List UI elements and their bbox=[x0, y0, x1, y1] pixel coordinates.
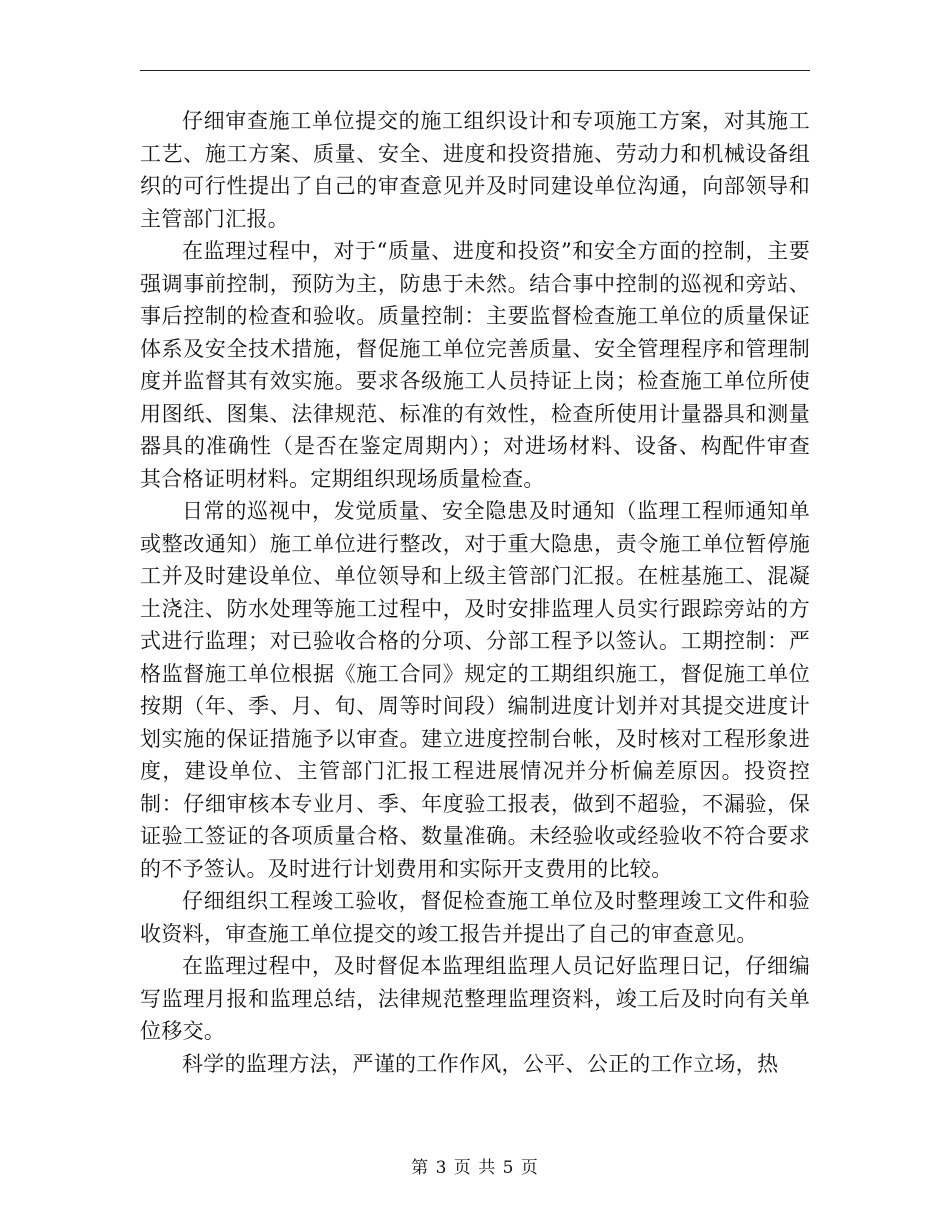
paragraph: 日常的巡视中，发觉质量、安全隐患及时通知（监理工程师通知单或整改通知）施工单位进行整改，对于重大隐患，责令施工单位暂停施工并及时建设单位、单位领导和上级主管部门汇报。在桩基施工、混凝土浇注、防水处理等施工过程中，及时安排监理人员实行跟踪旁站的方式进行监理；对已验收合格的分项、分部工程予以签认。工期控制：严格监督施工单位根据《施工合同》规定的工期组织施工，督促施工单位按期（年、季、月、旬、周等时间段）编制进度计划并对其提交进度计划实施的保证措施予以审查。建立进度控制台帐，及时核对工程形象进度，建设单位、主管部门汇报工程进展情况并分析偏差原因。投资控制：仔细审核本专业月、季、年度验工报表，做到不超验，不漏验，保证验工签证的各项质量合格、数量准确。未经验收或经验收不符合要求的不予签认。及时进行计划费用和实际开支费用的比较。 bbox=[140, 499, 810, 881]
paragraph: 在监理过程中，及时督促本监理组监理人员记好监理日记，仔细编写监理月报和监理总结，法律规范整理监理资料，竣工后及时向有关单位移交。 bbox=[140, 954, 810, 1043]
header-rule bbox=[140, 70, 810, 71]
paragraph: 科学的监理方法，严谨的工作作风，公平、公正的工作立场，热 bbox=[182, 1051, 779, 1076]
body-text bbox=[140, 105, 810, 1080]
paragraph: 在监理过程中，对于“质量、进度和投资”和安全方面的控制，主要强调事前控制，预防为主，防患于未然。结合事中控制的巡视和旁站、事后控制的检查和验收。质量控制：主要监督检查施工单位的质量保证体系及安全技术措施，督促施工单位完善质量、安全管理程序和管理制度并监督其有效实施。要求各级施工人员持证上岗；检查施工单位所使用图纸、图集、法律规范、标准的有效性，检查所使用计量器具和测量器具的准确性（是否在鉴定周期内）；对进场材料、设备、构配件审查其合格证明材料。定期组织现场质量检查。 bbox=[140, 239, 810, 491]
paragraph: 仔细审查施工单位提交的施工组织设计和专项施工方案，对其施工工艺、施工方案、质量、安全、进度和投资措施、劳动力和机械设备组织的可行性提出了自己的审查意见并及时同建设单位沟通，向部领导和主管部门汇报。 bbox=[140, 109, 810, 231]
page-footer: 第 3 页 共 5 页 bbox=[411, 1158, 539, 1178]
paragraph: 仔细组织工程竣工验收，督促检查施工单位及时整理竣工文件和验收资料，审查施工单位提交的竣工报告并提出了自己的审查意见。 bbox=[140, 889, 810, 946]
